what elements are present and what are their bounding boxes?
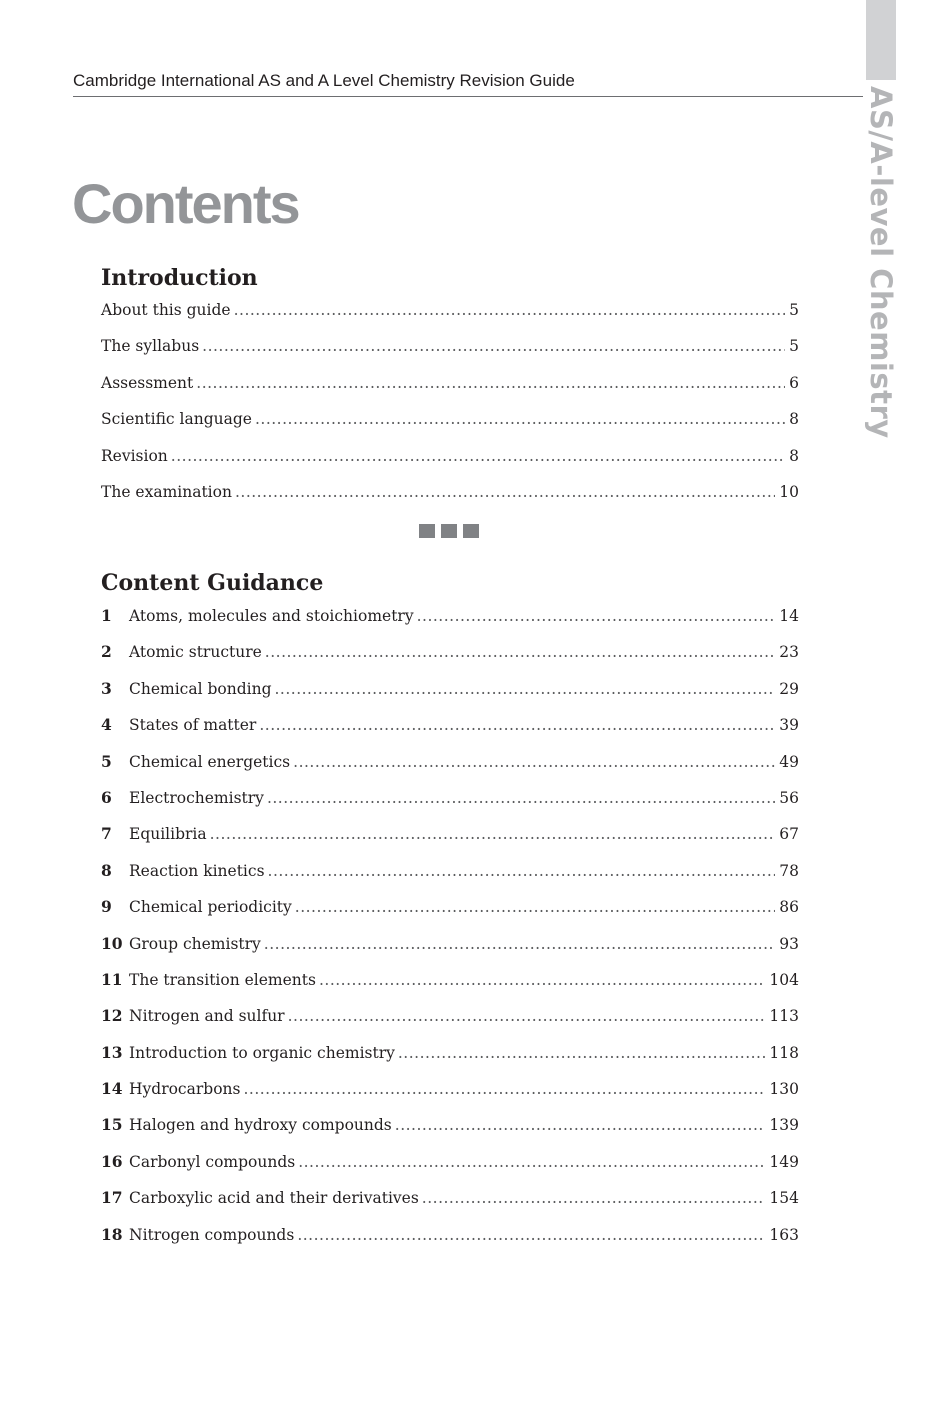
toc-dot-leader <box>298 1153 765 1171</box>
toc-entry-page: 49 <box>779 752 799 771</box>
toc-entry[interactable] <box>101 788 799 824</box>
toc-entry-page: 8 <box>789 446 799 465</box>
toc-entry-number: 9 <box>101 897 112 917</box>
toc-entry-title: Nitrogen and sulfur <box>129 1007 285 1026</box>
toc-entry-page: 130 <box>769 1080 799 1099</box>
toc-dot-leader <box>255 410 785 428</box>
toc-entry[interactable] <box>101 1079 799 1115</box>
toc-dot-leader <box>422 1189 766 1207</box>
toc-entry-page: 23 <box>779 643 799 662</box>
toc-entry-page: 118 <box>769 1043 799 1062</box>
toc-entry-page: 149 <box>769 1152 799 1171</box>
toc-dot-leader <box>395 1116 766 1134</box>
toc-entry-page: 113 <box>769 1007 799 1026</box>
content-guidance-heading: Content Guidance <box>101 570 324 596</box>
toc-dot-leader <box>171 447 785 465</box>
toc-dot-leader <box>234 301 786 319</box>
toc-entry-page: 5 <box>789 337 799 356</box>
toc-entry-page: 10 <box>779 482 799 501</box>
toc-entry-title: Equilibria <box>129 825 207 844</box>
toc-dot-leader <box>275 680 776 698</box>
side-tab-label: AS/A-level Chemistry <box>864 86 898 439</box>
toc-dot-leader <box>202 337 785 355</box>
toc-entry[interactable] <box>101 970 799 1006</box>
toc-entry[interactable] <box>101 374 799 410</box>
toc-entry-number: 8 <box>101 860 112 880</box>
toc-entry-number: 16 <box>101 1151 123 1171</box>
toc-entry-title: Scientific language <box>101 410 252 429</box>
toc-entry[interactable] <box>101 447 799 483</box>
toc-entry[interactable] <box>101 483 799 519</box>
toc-dot-leader <box>297 1226 765 1244</box>
toc-entry-page: 29 <box>779 679 799 698</box>
toc-entry[interactable] <box>101 824 799 860</box>
toc-entry-title: Chemical periodicity <box>129 898 292 917</box>
toc-entry[interactable] <box>101 934 799 970</box>
toc-entry-page: 5 <box>789 301 799 319</box>
toc-dot-leader <box>265 643 775 661</box>
toc-entry-page: 86 <box>779 898 799 917</box>
toc-entry[interactable] <box>101 301 799 337</box>
toc-entry-number: 15 <box>101 1115 123 1135</box>
toc-dot-leader <box>295 898 775 916</box>
toc-entry-number: 2 <box>101 642 112 662</box>
section-separator <box>419 524 479 538</box>
toc-entry[interactable] <box>101 1043 799 1079</box>
separator-square <box>441 524 457 538</box>
toc-entry-title: The syllabus <box>101 337 200 356</box>
toc-dot-leader <box>196 374 785 392</box>
toc-entry-number: 6 <box>101 787 112 807</box>
toc-entry[interactable] <box>101 715 799 751</box>
toc-entry-page: 8 <box>789 410 799 429</box>
toc-entry-title: Nitrogen compounds <box>129 1225 295 1244</box>
separator-square <box>463 524 479 538</box>
toc-entry[interactable] <box>101 752 799 788</box>
toc-entry-title: Carbonyl compounds <box>129 1152 296 1171</box>
toc-entry[interactable] <box>101 1225 799 1261</box>
content-guidance-toc <box>101 606 799 1261</box>
toc-dot-leader <box>417 607 776 625</box>
toc-entry-page: 39 <box>779 716 799 735</box>
toc-dot-leader <box>235 483 775 501</box>
toc-entry-number: 12 <box>101 1006 123 1026</box>
toc-entry-page: 93 <box>779 934 799 953</box>
toc-entry-number: 18 <box>101 1224 123 1244</box>
toc-entry[interactable] <box>101 897 799 933</box>
toc-entry-title: States of matter <box>129 716 257 735</box>
separator-square <box>419 524 435 538</box>
toc-entry-title: Chemical energetics <box>129 752 291 771</box>
toc-dot-leader <box>319 971 765 989</box>
toc-entry-page: 163 <box>769 1225 799 1244</box>
toc-dot-leader <box>243 1080 765 1098</box>
toc-dot-leader <box>288 1007 766 1025</box>
toc-entry-title: Chemical bonding <box>129 679 272 698</box>
toc-entry-title: Atomic structure <box>129 643 262 662</box>
toc-entry-title: Assessment <box>101 373 194 392</box>
toc-entry-number: 13 <box>101 1042 123 1062</box>
toc-entry-title: The examination <box>101 482 232 501</box>
toc-entry-number: 17 <box>101 1188 123 1208</box>
toc-entry-page: 78 <box>779 861 799 880</box>
toc-dot-leader <box>210 825 776 843</box>
toc-entry[interactable] <box>101 861 799 897</box>
toc-entry-title: Carboxylic acid and their derivatives <box>129 1189 419 1208</box>
header-rule <box>73 96 863 97</box>
toc-entry-page: 139 <box>769 1116 799 1135</box>
toc-entry-number: 4 <box>101 715 112 735</box>
toc-entry-title: About this guide <box>101 301 231 319</box>
toc-entry-page: 56 <box>779 788 799 807</box>
toc-entry-page: 67 <box>779 825 799 844</box>
toc-dot-leader <box>267 789 775 807</box>
toc-entry-title: Group chemistry <box>129 934 261 953</box>
toc-entry-title: Electrochemistry <box>129 788 264 807</box>
toc-entry-page: 14 <box>779 607 799 625</box>
toc-entry-number: 14 <box>101 1079 123 1099</box>
side-tab-bar <box>866 0 896 80</box>
toc-entry-page: 104 <box>769 970 799 989</box>
toc-entry-title: Introduction to organic chemistry <box>129 1043 395 1062</box>
toc-entry[interactable] <box>101 1115 799 1151</box>
toc-entry[interactable] <box>101 679 799 715</box>
running-header: Cambridge International AS and A Level Chemistry Revision Guide <box>73 71 575 90</box>
toc-entry[interactable] <box>101 1006 799 1042</box>
page-title: Contents <box>72 172 299 235</box>
toc-entry-title: Revision <box>101 446 168 465</box>
toc-entry-number: 5 <box>101 751 112 771</box>
toc-entry[interactable] <box>101 410 799 446</box>
toc-entry[interactable] <box>101 1188 799 1224</box>
toc-entry-page: 154 <box>769 1189 799 1208</box>
toc-entry[interactable] <box>101 642 799 678</box>
toc-entry-number: 7 <box>101 824 112 844</box>
toc-entry-number: 3 <box>101 678 112 698</box>
toc-entry-title: The transition elements <box>129 970 316 989</box>
toc-dot-leader <box>259 716 775 734</box>
toc-entry-number: 10 <box>101 933 123 953</box>
toc-entry-number: 11 <box>101 969 123 989</box>
toc-entry[interactable] <box>101 606 799 642</box>
toc-entry-number: 1 <box>101 606 112 625</box>
toc-dot-leader <box>264 935 775 953</box>
toc-entry[interactable] <box>101 337 799 373</box>
toc-entry-page: 6 <box>789 373 799 392</box>
toc-entry-title: Hydrocarbons <box>129 1080 241 1099</box>
toc-entry[interactable] <box>101 1152 799 1188</box>
toc-entry-title: Halogen and hydroxy compounds <box>129 1116 392 1135</box>
toc-dot-leader <box>268 862 776 880</box>
toc-dot-leader <box>398 1044 766 1062</box>
introduction-heading: Introduction <box>101 265 258 291</box>
introduction-toc <box>101 301 799 519</box>
toc-dot-leader <box>293 753 775 771</box>
toc-entry-title: Reaction kinetics <box>129 861 265 880</box>
toc-entry-title: Atoms, molecules and stoichiometry <box>129 607 414 625</box>
